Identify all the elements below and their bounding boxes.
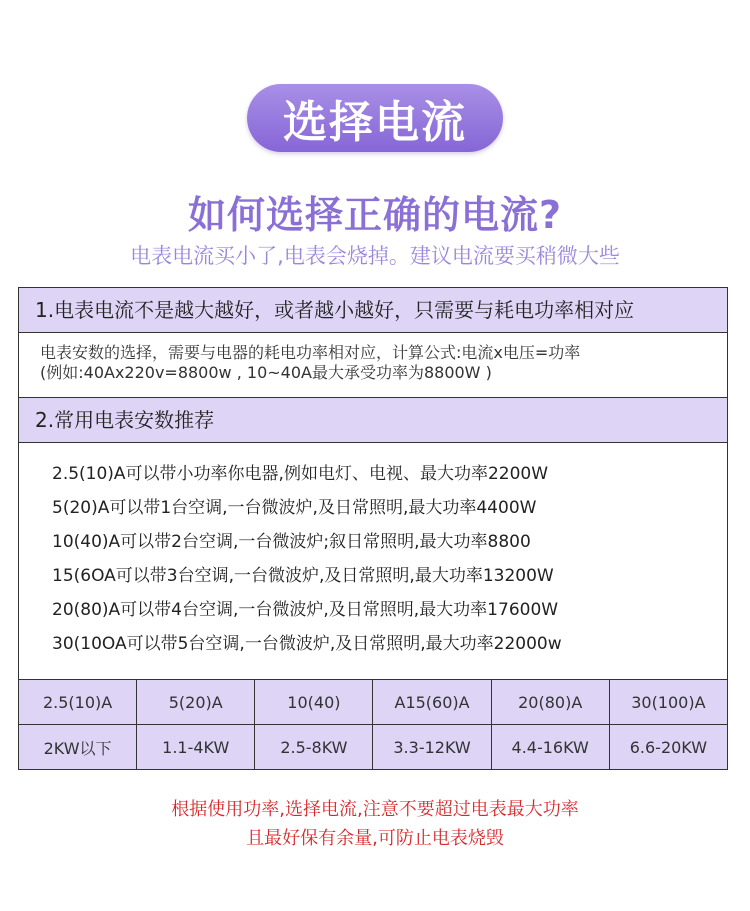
title-badge: 选择电流 bbox=[247, 84, 503, 152]
recommendation-list bbox=[52, 462, 562, 666]
power-cell: 3.3-12KW bbox=[373, 725, 491, 770]
section2-header bbox=[18, 397, 728, 443]
rating-cell: A15(60)A bbox=[373, 680, 491, 725]
rating-cell: 5(20)A bbox=[137, 680, 255, 725]
section2-title: 2.常用电表安数推荐 bbox=[35, 408, 215, 432]
rating-cell: 30(100)A bbox=[609, 680, 727, 725]
power-cell: 6.6-20KW bbox=[609, 725, 727, 770]
power-cell: 4.4-16KW bbox=[491, 725, 609, 770]
power-cell: 1.1-4KW bbox=[137, 725, 255, 770]
section1-line2: (例如:40Ax220v=8800w , 10~40A最大承受功率为8800W ) bbox=[40, 363, 492, 382]
spec-table bbox=[18, 679, 728, 770]
section1-header bbox=[18, 287, 728, 333]
list-item: 15(6OA可以带3台空调,一台微波炉,及日常照明,最大功率13200W bbox=[52, 566, 554, 586]
rating-cell: 20(80)A bbox=[491, 680, 609, 725]
headline: 如何选择正确的电流? bbox=[187, 193, 563, 237]
section1-description bbox=[40, 343, 580, 383]
list-item: 5(20)A可以带1台空调,一台微波炉,及日常照明,最大功率4400W bbox=[52, 498, 537, 518]
list-item: 2.5(10)A可以带小功率你电器,例如电灯、电视、最大功率2200W bbox=[52, 464, 549, 484]
rating-cell: 10(40) bbox=[255, 680, 373, 725]
rating-cell: 2.5(10)A bbox=[19, 680, 137, 725]
title-badge-wrap bbox=[0, 84, 750, 152]
list-item: 20(80)A可以带4台空调,一台微波炉,及日常照明,最大功率17600W bbox=[52, 600, 559, 620]
section1-line1: 电表安数的选择，需要与电器的耗电功率相对应，计算公式:电流x电压=功率 bbox=[40, 343, 581, 362]
list-item: 30(10OA可以带5台空调,一台微波炉,及日常照明,最大功率22000w bbox=[52, 634, 562, 654]
list-item: 10(40)A可以带2台空调,一台微波炉;叙日常照明,最大功率8800 bbox=[52, 532, 531, 552]
section1-title: 1.电表电流不是越大越好，或者越小越好，只需要与耗电功率相对应 bbox=[35, 298, 635, 322]
table-row-ratings bbox=[19, 680, 728, 725]
power-cell: 2KW以下 bbox=[19, 725, 137, 770]
table-row-powers bbox=[19, 725, 728, 770]
warning-note-line2: 且最好保有余量,可防止电表烧毁 bbox=[246, 828, 504, 849]
subline: 电表电流买小了,电表会烧掉。建议电流要买稍微大些 bbox=[130, 244, 620, 268]
power-cell: 2.5-8KW bbox=[255, 725, 373, 770]
warning-note-line1: 根据使用功率,选择电流,注意不要超过电表最大功率 bbox=[171, 799, 579, 820]
